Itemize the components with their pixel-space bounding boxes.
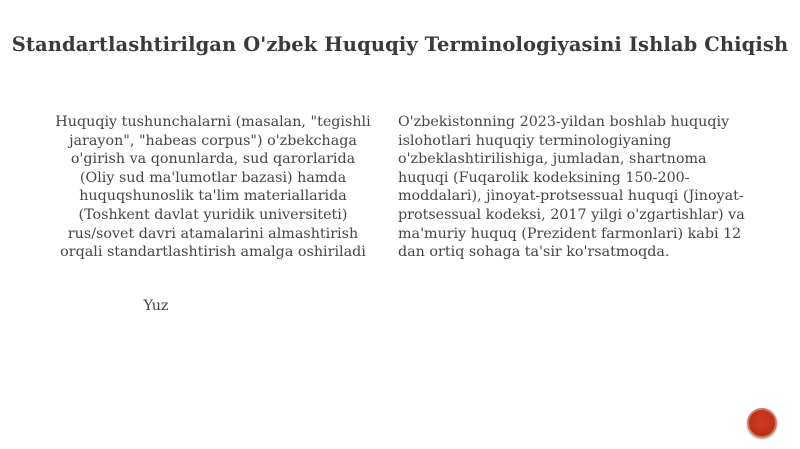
right-paragraph: O'zbekistonning 2023-yildan boshlab huquqiy islohotlari huquqiy terminologiyaning o'zbeklashtirilishiga, jumladan, shartnoma huquqi (Fuqarolik kodeksining 150-200-moddalari), jinoyat-protsessual huquqi (Jinoyat-protsessual kodeksi, 2017 yilgi o'zgartishlar) va ma'muriy huquq (Prezident farmonlari) kabi 12 dan ortiq sohaga ta'sir ko'rsatmoqda. <box>398 114 745 261</box>
slide-left-accent <box>0 0 4 449</box>
slide-title: Standartlashtirilgan O'zbek Huquqiy Terminologiyasini Ishlab Chiqish <box>11 33 789 56</box>
next-slide-button-icon[interactable] <box>747 408 777 438</box>
left-paragraph: Huquqiy tushunchalarni (masalan, "tegishli jarayon", "habeas corpus") o'zbekchaga o'girish va qonunlarda, sud qarorlarida (Oliy sud ma'lumotlar bazasi) hamda huquqshunoslik ta'lim materiallarida (Toshkent davlat yuridik universiteti) rus/sovet davri atamalarini almashtirish orqali standartlashtirish amalga oshiriladi <box>55 114 371 261</box>
image-caption: Yuz <box>143 298 169 314</box>
